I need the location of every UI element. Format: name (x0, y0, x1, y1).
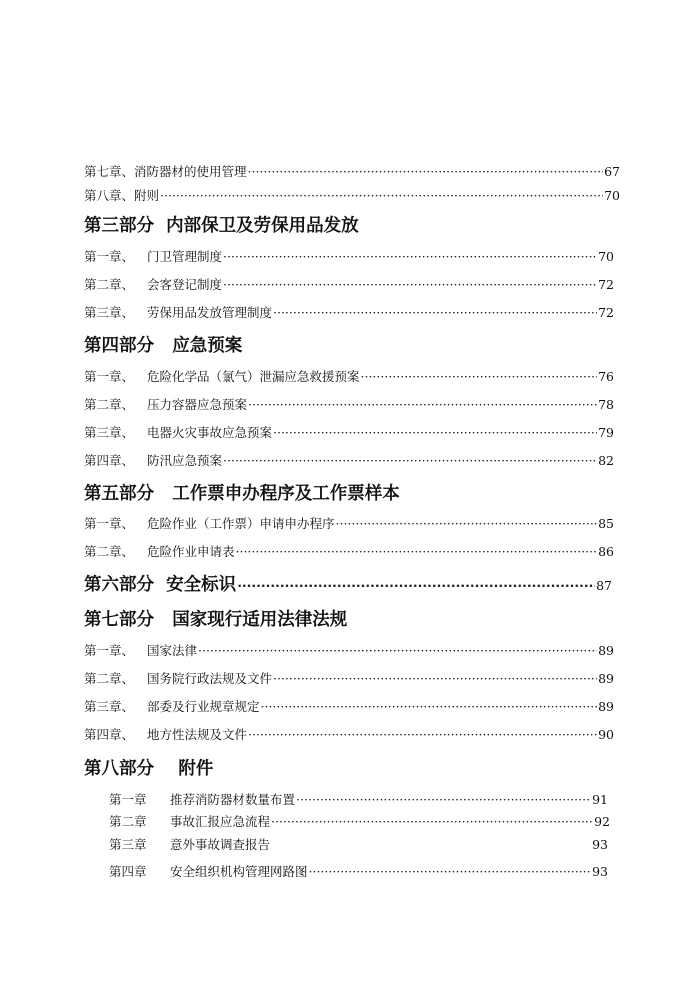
toc-entry-number: 第一章、 (84, 516, 135, 531)
toc-entry[interactable] (109, 835, 608, 853)
toc-entry-page: 91 (592, 792, 608, 807)
toc-entry[interactable] (84, 247, 614, 265)
toc-part-entry[interactable] (84, 571, 612, 596)
dot-leader (361, 369, 598, 384)
toc-entry-page: 72 (598, 305, 614, 320)
toc-entry[interactable] (109, 790, 608, 808)
toc-entry-title: 地方性法规及文件 (147, 727, 248, 742)
toc-entry-title: 危险作业（工作票）申请申办程序 (147, 516, 335, 531)
toc-entry-title: 防汛应急预案 (147, 453, 223, 468)
dot-leader (309, 864, 592, 879)
dot-leader (271, 814, 593, 829)
toc-entry[interactable] (84, 514, 614, 532)
part-heading: 第四部分 应急预案 (84, 336, 243, 356)
dot-leader (198, 643, 597, 658)
toc-entry[interactable] (109, 862, 608, 880)
toc-entry-number: 第四章、 (84, 453, 135, 468)
toc-entry-number: 第二章 (109, 814, 147, 829)
toc-entry-page: 72 (598, 277, 614, 292)
part-heading: 第五部分 工作票申办程序及工作票样本 (84, 484, 400, 504)
dot-leader (273, 305, 597, 320)
toc-entry-title: 危险化学品（氯气）泄漏应急救援预案 (147, 369, 360, 384)
dot-leader (248, 727, 597, 742)
toc-entry-title: 危险作业申请表 (147, 544, 235, 559)
toc-entry[interactable] (84, 641, 614, 659)
toc-entry[interactable] (84, 451, 614, 469)
toc-entry-title: 国务院行政法规及文件 (147, 671, 273, 686)
toc-entry-title: 事故汇报应急流程 (170, 814, 271, 829)
toc-entry[interactable] (84, 423, 614, 441)
toc-entry-number: 第三章、 (84, 699, 135, 714)
dot-leader (160, 188, 603, 203)
toc-entry-title: 推荐消防器材数量布置 (170, 792, 296, 807)
toc-entry[interactable] (84, 725, 614, 743)
toc-entry-number: 第二章、 (84, 544, 135, 559)
toc-entry-page: 93 (592, 864, 608, 879)
dot-leader (261, 699, 598, 714)
toc-entry-title: 门卫管理制度 (147, 249, 223, 264)
dot-leader (336, 516, 598, 531)
toc-entry-page: 85 (598, 516, 614, 531)
dot-leader (273, 425, 597, 440)
toc-entry-page: 70 (598, 249, 614, 264)
toc-entry-page: 89 (598, 699, 614, 714)
toc-entry-number: 第二章、 (84, 397, 135, 412)
toc-entry-number: 第一章、 (84, 643, 135, 658)
toc-entry-title: 安全组织机构管理网路图 (170, 864, 308, 879)
toc-entry-number: 第二章、 (84, 277, 135, 292)
dot-leader (223, 277, 597, 292)
toc-entry-page: 76 (598, 369, 614, 384)
dot-leader (236, 544, 598, 559)
toc-entry[interactable] (84, 395, 614, 413)
toc-entry-title: 国家法律 (147, 643, 198, 658)
part-heading: 第八部分 附件 (84, 759, 214, 779)
toc-entry-page: 79 (598, 425, 614, 440)
dot-leader (296, 792, 591, 807)
toc-entry-page: 86 (598, 544, 614, 559)
part-heading: 第七部分 国家现行适用法律法规 (84, 610, 348, 630)
toc-entry[interactable] (84, 303, 614, 321)
dot-leader (248, 397, 597, 412)
dot-leader (248, 164, 604, 179)
toc-entry-page: 82 (598, 453, 614, 468)
toc-entry-number: 第一章、 (84, 369, 135, 384)
toc-entry-title: 压力容器应急预案 (147, 397, 248, 412)
toc-entry-number: 第四章、 (84, 727, 135, 742)
toc-entry-page: 93 (592, 837, 608, 852)
toc-entry-title: 第八章、附则 (84, 188, 160, 203)
dot-leader (223, 249, 597, 264)
toc-entry[interactable] (84, 669, 614, 687)
toc-entry-page: 89 (598, 643, 614, 658)
dot-leader (273, 671, 597, 686)
toc-entry-title: 劳保用品发放管理制度 (147, 305, 273, 320)
toc-entry-page: 78 (598, 397, 614, 412)
toc-entry-page: 89 (598, 671, 614, 686)
toc-entry-title: 意外事故调查报告 (170, 837, 271, 852)
toc-entry-number: 第一章、 (84, 249, 135, 264)
toc-entry[interactable] (84, 162, 620, 180)
toc-entry-title: 部委及行业规章规定 (147, 699, 260, 714)
toc-entry-title: 会客登记制度 (147, 277, 223, 292)
toc-entry-page: 92 (594, 814, 610, 829)
toc-entry-number: 第四章 (109, 864, 147, 879)
toc-entry-page: 87 (596, 578, 612, 593)
toc-entry-number: 第三章、 (84, 305, 135, 320)
toc-entry[interactable] (84, 542, 614, 560)
part-heading: 第六部分 安全标识 (84, 575, 237, 595)
part-heading: 第三部分 内部保卫及劳保用品发放 (84, 216, 359, 236)
toc-entry-number: 第三章 (109, 837, 147, 852)
toc-entry[interactable] (84, 275, 614, 293)
toc-entry-number: 第三章、 (84, 425, 135, 440)
toc-entry[interactable] (84, 697, 614, 715)
toc-entry[interactable] (84, 367, 614, 385)
toc-entry-title: 电器火灾事故应急预案 (147, 425, 273, 440)
toc-entry[interactable] (84, 186, 620, 204)
toc-entry[interactable] (109, 812, 610, 830)
toc-entry-page: 70 (604, 188, 620, 203)
toc-entry-number: 第二章、 (84, 671, 135, 686)
dot-leader (223, 453, 597, 468)
toc-entry-page: 67 (604, 164, 620, 179)
toc-entry-title: 第七章、消防器材的使用管理 (84, 164, 247, 179)
dot-leader (237, 578, 595, 593)
toc-entry-number: 第一章 (109, 792, 147, 807)
toc-entry-page: 90 (598, 727, 614, 742)
